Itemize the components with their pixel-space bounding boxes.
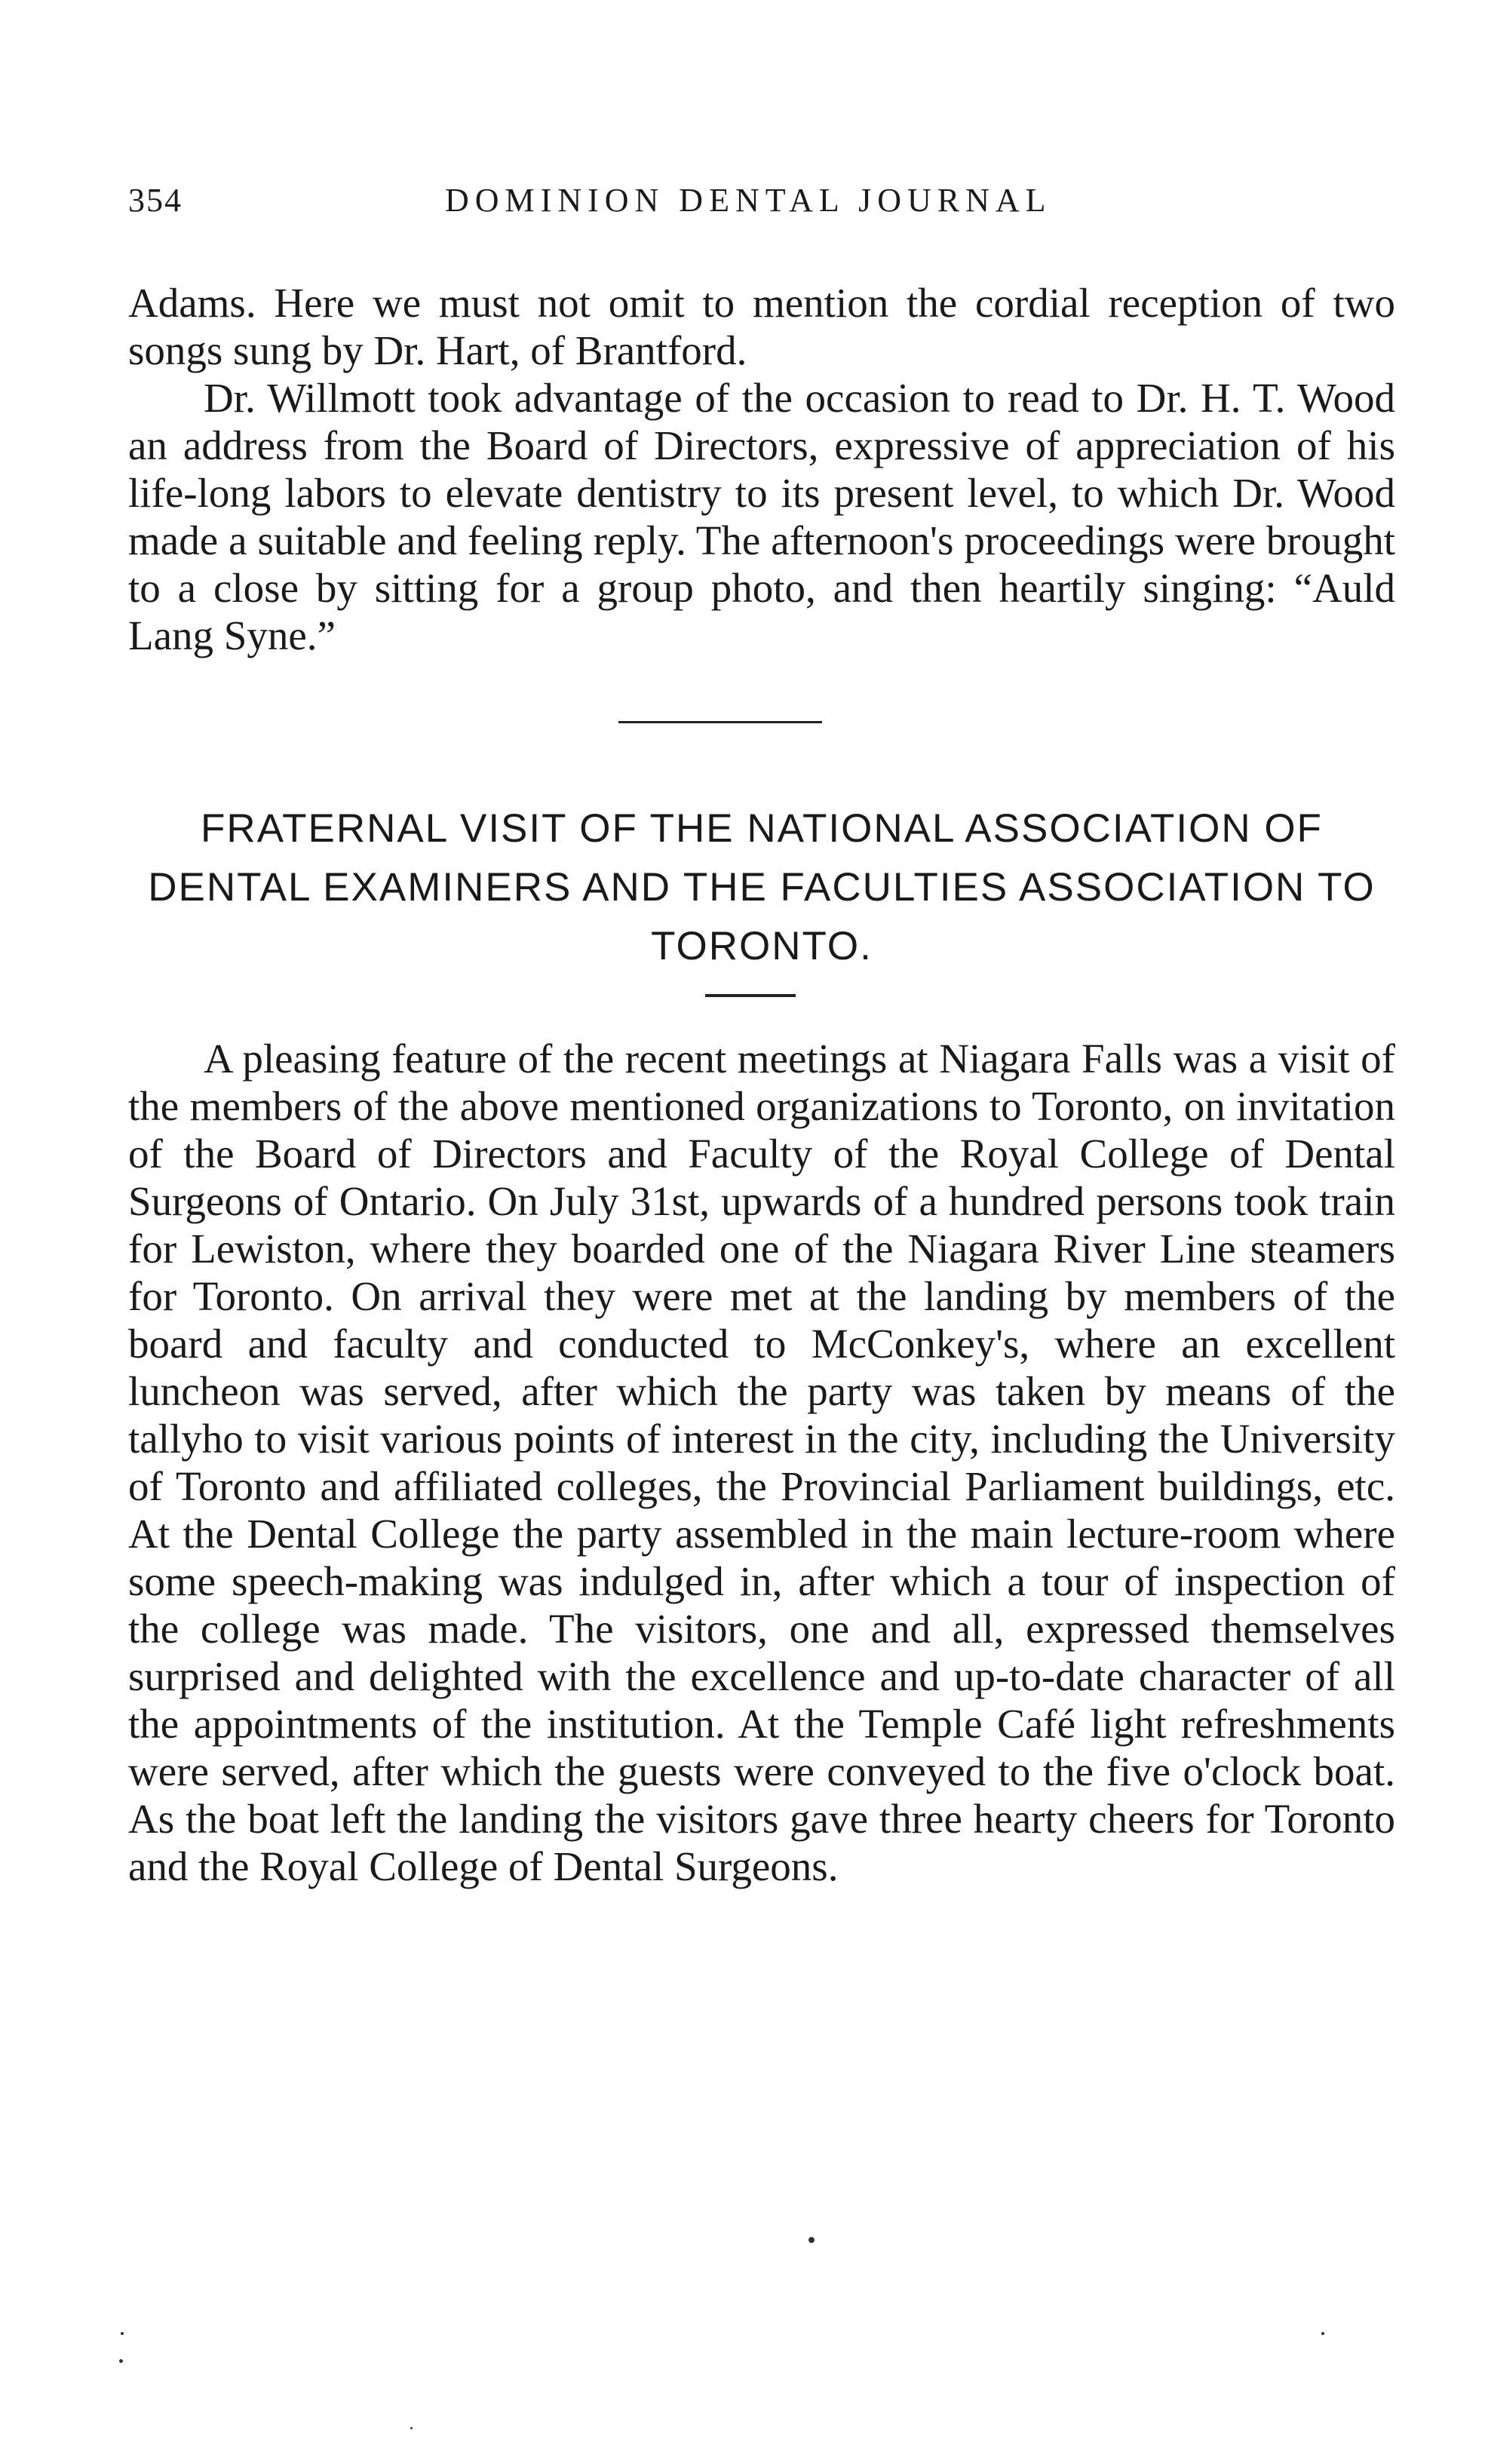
print-speck xyxy=(121,2332,124,2335)
journal-title: DOMINION DENTAL JOURNAL xyxy=(445,182,1052,219)
continued-paragraph: Dr. Willmott took advantage of the occasion to read to Dr. H. T. Wood an address from the Board of Directors, expressive of appreciation of his life-long labors to elevate dentistry to its present level, to which Dr. Wood made a suitable and feeling reply. The afternoon's proceedings were brought to a close by sitting for a group photo, and then heartily singing: “Auld Lang Syne.” xyxy=(128,375,1395,658)
continued-text xyxy=(128,279,1395,659)
print-speck xyxy=(808,2237,815,2243)
title-rule xyxy=(705,994,796,997)
print-speck xyxy=(1321,2332,1324,2335)
article-body xyxy=(128,1035,1395,1890)
article-title: FRATERNAL VISIT OF THE NATIONAL ASSOCIATION OF DENTAL EXAMINERS AND THE FACULTIES ASSOCIATION TO TORONTO. xyxy=(148,806,1376,968)
continued-paragraph: Adams. Here we must not omit to mention the cordial reception of two songs sung by Dr. Hart, of Brantford. xyxy=(128,280,1395,373)
running-head xyxy=(128,181,1388,234)
print-speck xyxy=(410,2427,413,2429)
section-divider xyxy=(618,721,822,723)
page-number: 354 xyxy=(128,182,183,219)
article-paragraph: A pleasing feature of the recent meetings at Niagara Falls was a visit of the members of the above mentioned organizations to Toronto, on invitation of the Board of Directors and Faculty of the Royal College of Dental Surgeons of Ontario. On July 31st, upwards of a hundred persons took train for Lewiston, where they boarded one of the Niagara River Line steamers for Toronto. On arrival they were met at the landing by members of the board and faculty and conducted to McConkey's, where an excellent luncheon was served, after which the party was taken by means of the tallyho to visit various points of interest in the city, including the University of Toronto and affiliated colleges, the Provincial Parliament buildings, etc. At the Dental College the party assembled in the main lecture-room where some speech-making was indulged in, after which a tour of inspection of the college was made. The visitors, one and all, expressed themselves surprised and delighted with the excellence and up-to-date character of all the appointments of the institution. At the Temple Café light refreshments were served, after which the guests were conveyed to the five o'clock boat. As the boat left the landing the visitors gave three hearty cheers for Toronto and the Royal College of Dental Surgeons. xyxy=(128,1036,1395,1889)
print-speck xyxy=(119,2359,123,2363)
